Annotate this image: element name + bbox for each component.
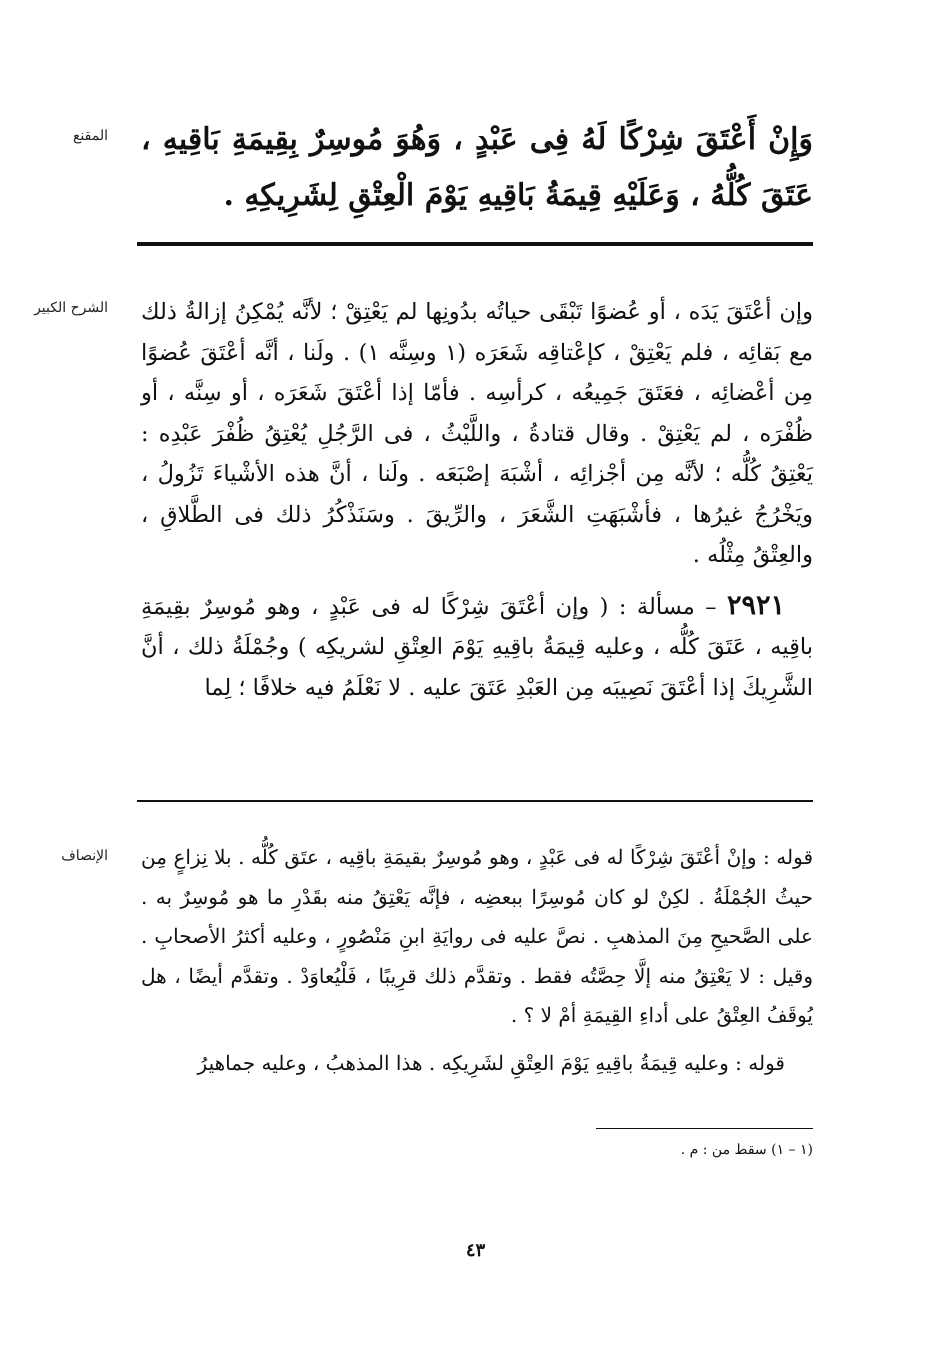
thick-divider xyxy=(137,242,813,246)
thin-divider xyxy=(137,800,813,802)
footnote: (١ – ١) سقط من : م . xyxy=(680,1142,813,1158)
page-number: ٤٣ xyxy=(465,1240,486,1261)
section-label-insaf: الإنصاف xyxy=(61,848,108,864)
sharh-section xyxy=(141,292,813,708)
footnote-divider xyxy=(596,1128,813,1129)
section-label-muqni: المقنع xyxy=(72,128,108,144)
masala-paragraph xyxy=(141,586,813,709)
section-label-sharh: الشرح الكبير xyxy=(34,300,108,316)
insaf-paragraph-1: قوله : وإنْ أعْتَقَ شِرْكًا له فى عَبْدٍ ، وهو مُوسِرٌ بقيمَةِ باقِيه ، عتَق كُلُّه . بلا نِزاعٍ مِن حيثُ الجُمْلَةُ . لكِنْ لو كان مُوسِرًا ببعضِه ، فإنَّه يَعْتِقُ منه بقَدْرِ ما هو مُوسِرٌ به . على الصَّحيحِ مِنَ المذهبِ . نصَّ عليه فى روايَةِ ابنِ مَنْصُورٍ ، وعليه أكثرُ الأصحابِ . وقيل : لا يَعْتِقُ منه إلَّا حِصَّتُه فقط . وتقدَّم ذلك قرِيبًا ، فَلْيُعاوَدْ . وتقدَّم أيضًا ، هل يُوقَفُ العِتْقُ على أداءِ القِيمَةِ أمْ لا ؟ . xyxy=(141,845,813,1027)
insaf-paragraph-2: قوله : وعليه قِيمَةُ باقِيهِ يَوْمَ العِتْقِ لشَرِيكِه . هذا المذهبُ ، وعليه جماهيرُ xyxy=(197,1050,785,1075)
insaf-section xyxy=(141,838,813,1083)
masala-text: – مسألة : ( وإن أعْتَقَ شِرْكًا له فى عَبْدٍ ، وهو مُوسِرٌ بقِيمَةِ باقِيه ، عَتَقَ كُلُّه ، وعليه قِيمَةُ باقِيهِ يَوْمَ العِتْقِ لشريكِه ) وجُمْلَةُ ذلك ، أنَّ الشَّرِيكَ إذا أعْتَقَ نَصِيبَه مِن العَبْدِ عَتَقَ عليه . لا نَعْلَمُ فيه خلافًا ؛ لِما xyxy=(141,593,813,701)
muqni-text: وَإِنْ أَعْتَقَ شِرْكًا لَهُ فِى عَبْدٍ ، وَهُوَ مُوسِرٌ بِقِيمَةِ بَاقِيهِ ، عَتَقَ كُلُّهُ ، وَعَلَيْهِ قِيمَةُ بَاقِيهِ يَوْمَ الْعِتْقِ لِشَرِيكِهِ . xyxy=(141,122,813,213)
sharh-paragraph: وإن أعْتَقَ يَدَه ، أو عُضوًا تَبْقَى حياتُه بدُونِها لم يَعْتِقْ ؛ لأنَّه يُمْكِنُ إزالةُ ذلك مع بَقائِه ، فلم يَعْتِقْ ، كإعْتاقِه شَعَرَه (١ وسِنَّه ١) . ولَنا ، أنَّه أعْتَقَ عُضوًا مِن أعْضائِه ، فعَتَقَ جَمِيعُه ، كرأسِه . فأمّا إذا أعْتَقَ شَعَرَه ، أو سِنَّه ، أو ظُفْرَه ، لم يَعْتِقْ . وقال قتادةُ ، واللَّيْثُ ، فى الرَّجُلِ يُعْتِقُ ظُفْرَ عَبْدِه : يَعْتِقُ كُلُّه ؛ لأنَّه مِن أجْزائِه ، أشْبَهَ إصْبَعَه . ولَنا ، أنَّ هذه الأشْياءَ تَزُولُ ، ويَخْرُجُ غيرُها ، فأشْبَهَتِ الشَّعَرَ ، والرِّيقَ . وسَنَذْكُرُ ذلك فى الطَّلاقِ ، والعِتْقُ مِثْلُه . xyxy=(141,299,813,568)
masala-number: ٢٩٢١ xyxy=(726,589,785,621)
